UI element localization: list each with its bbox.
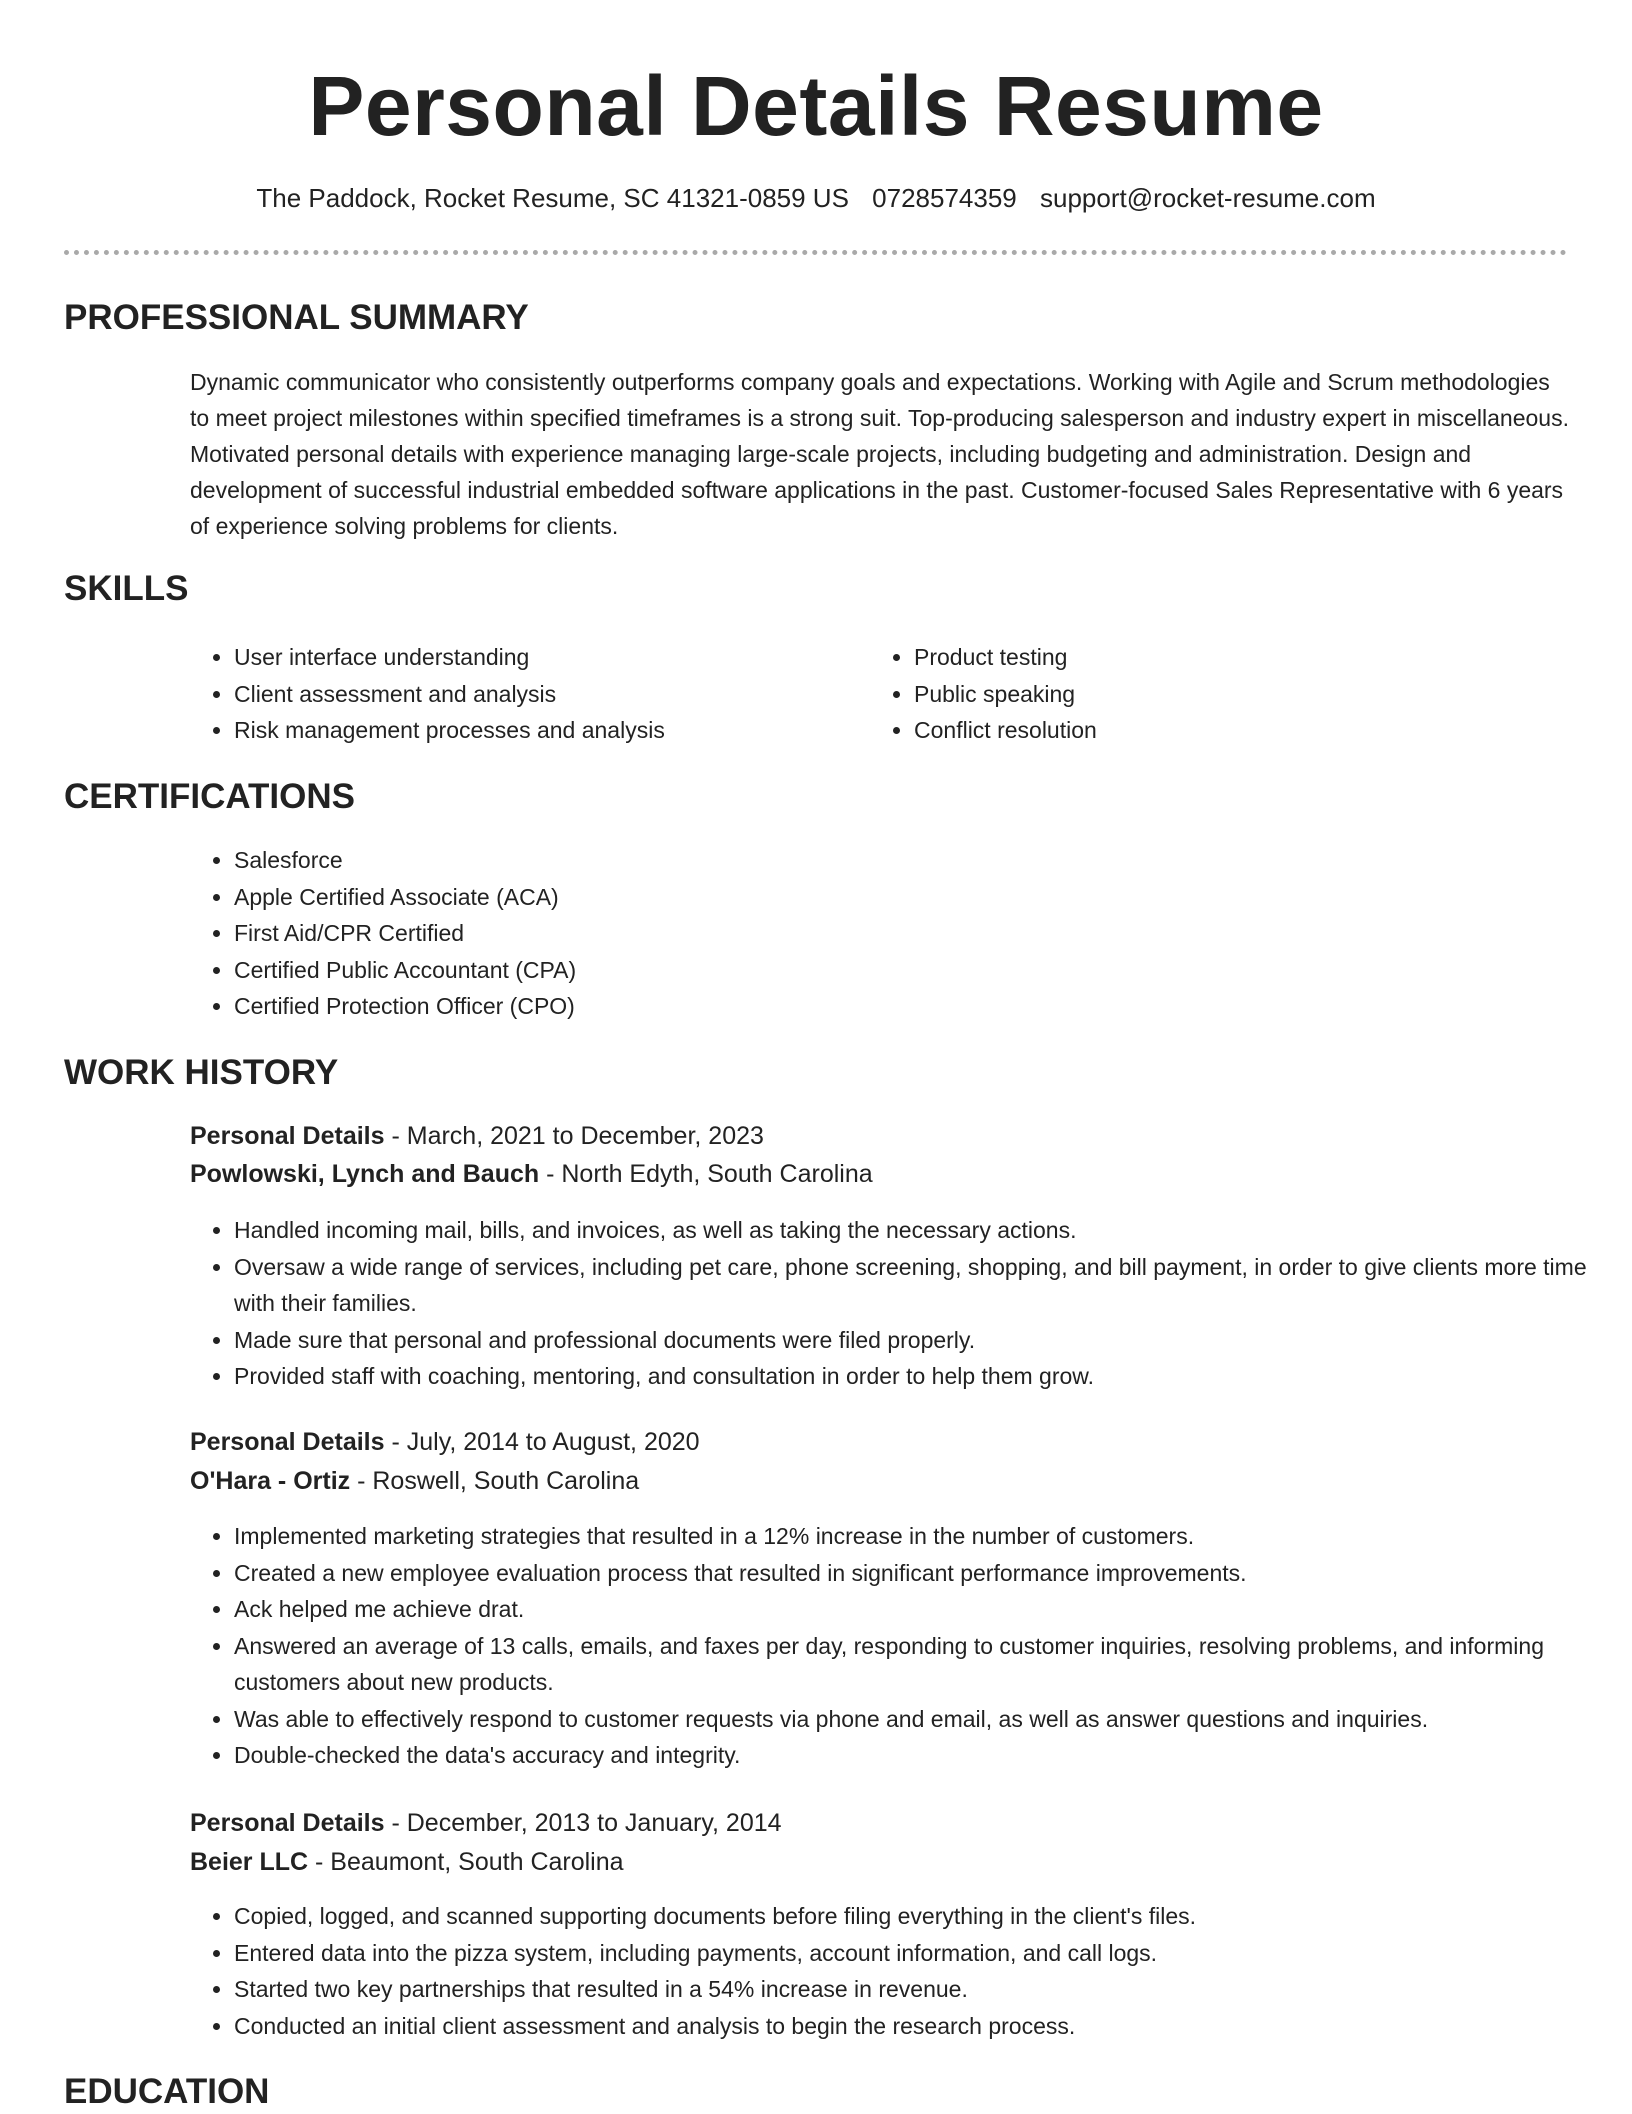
list-item: • Made sure that personal and professional documents were filed properly. (234, 1322, 1614, 1359)
list-item: • Was able to effectively respond to customer requests via phone and email, as well as answer questions and inquiries. (234, 1701, 1614, 1738)
list-item: • Public speaking (914, 676, 1534, 713)
list-item: • Provided staff with coaching, mentoring, and consultation in order to help them grow. (234, 1358, 1614, 1395)
job-bullets (190, 1518, 1614, 1774)
list-item: • Client assessment and analysis (234, 676, 854, 713)
list-item: • Created a new employee evaluation process that resulted in significant performance improvements. (234, 1555, 1614, 1592)
list-item: • Double-checked the data's accuracy and integrity. (234, 1737, 1614, 1774)
list-item: • Product testing (914, 639, 1534, 676)
job-company-line (190, 1464, 639, 1498)
job-title: Personal Details (190, 1428, 385, 1456)
job-location: - North Edyth, South Carolina (539, 1160, 873, 1188)
list-item: • Conducted an initial client assessment and analysis to begin the research process. (234, 2008, 1614, 2045)
skills-heading: SKILLS (64, 569, 189, 608)
contact-phone: 0728574359 (872, 183, 1017, 213)
job-location: - Beaumont, South Carolina (308, 1848, 624, 1876)
list-item: • Certified Public Accountant (CPA) (234, 952, 1434, 989)
certifications-heading: CERTIFICATIONS (64, 777, 356, 816)
education-heading: EDUCATION (64, 2072, 270, 2111)
list-item: • Risk management processes and analysis (234, 712, 854, 749)
list-item: • Entered data into the pizza system, including payments, account information, and call logs. (234, 1935, 1614, 1972)
job-bullets (190, 1212, 1614, 1395)
summary-heading: PROFESSIONAL SUMMARY (64, 298, 529, 337)
job-dates: - July, 2014 to August, 2020 (384, 1428, 700, 1456)
job-company-line (190, 1845, 624, 1879)
work-history-heading: WORK HISTORY (64, 1053, 339, 1092)
list-item: • First Aid/CPR Certified (234, 915, 1434, 952)
resume-title: Personal Details Resume (308, 59, 1324, 153)
job-dates: - December, 2013 to January, 2014 (384, 1809, 782, 1837)
contact-email: support@rocket-resume.com (1040, 183, 1376, 213)
job-bullets (190, 1898, 1614, 2044)
job-dates: - March, 2021 to December, 2023 (384, 1122, 764, 1150)
certifications-list (190, 842, 1434, 1025)
job-title: Personal Details (190, 1809, 385, 1837)
list-item: • Salesforce (234, 842, 1434, 879)
list-item: • Ack helped me achieve drat. (234, 1591, 1614, 1628)
job-title-line (190, 1119, 764, 1153)
job-company: O'Hara - Ortiz (190, 1467, 351, 1495)
skills-list-right (870, 639, 1534, 749)
list-item: • Started two key partnerships that resulted in a 54% increase in revenue. (234, 1971, 1614, 2008)
list-item: • Apple Certified Associate (ACA) (234, 879, 1434, 916)
job-title: Personal Details (190, 1122, 385, 1150)
skills-list-left (190, 639, 854, 749)
job-title-line (190, 1425, 700, 1459)
contact-line (0, 180, 1632, 216)
list-item: • Implemented marketing strategies that resulted in a 12% increase in the number of customers. (234, 1518, 1614, 1555)
list-item: • Oversaw a wide range of services, including pet care, phone screening, shopping, and bill payment, in order to give clients more time with their families. (234, 1249, 1614, 1322)
job-company: Beier LLC (190, 1848, 309, 1876)
job-title-line (190, 1806, 782, 1840)
list-item: • Certified Protection Officer (CPO) (234, 988, 1434, 1025)
list-item: • Answered an average of 13 calls, emails, and faxes per day, responding to customer inquiries, resolving problems, and informing customers about new products. (234, 1628, 1614, 1701)
list-item: • User interface understanding (234, 639, 854, 676)
list-item: • Conflict resolution (914, 712, 1534, 749)
summary-text: Dynamic communicator who consistently outperforms company goals and expectations. Working with Agile and Scrum methodologies to meet project milestones within specified timeframes is a strong suit. Top-producing salesperson and industry expert in miscellaneous. Motivated personal details with experience managing large-scale projects, including budgeting and administration. Design and development of successful industrial embedded software applications in the past. Customer-focused Sales Representative with 6 years of experience solving problems for clients. (190, 369, 1569, 539)
job-location: - Roswell, South Carolina (350, 1467, 640, 1495)
list-item: • Copied, logged, and scanned supporting documents before filing everything in the client's files. (234, 1898, 1614, 1935)
contact-address: The Paddock, Rocket Resume, SC 41321-0859 US (256, 183, 849, 213)
job-company-line (190, 1157, 873, 1191)
header-divider (64, 250, 1567, 255)
job-company: Powlowski, Lynch and Bauch (190, 1160, 540, 1188)
list-item: • Handled incoming mail, bills, and invoices, as well as taking the necessary actions. (234, 1212, 1614, 1249)
